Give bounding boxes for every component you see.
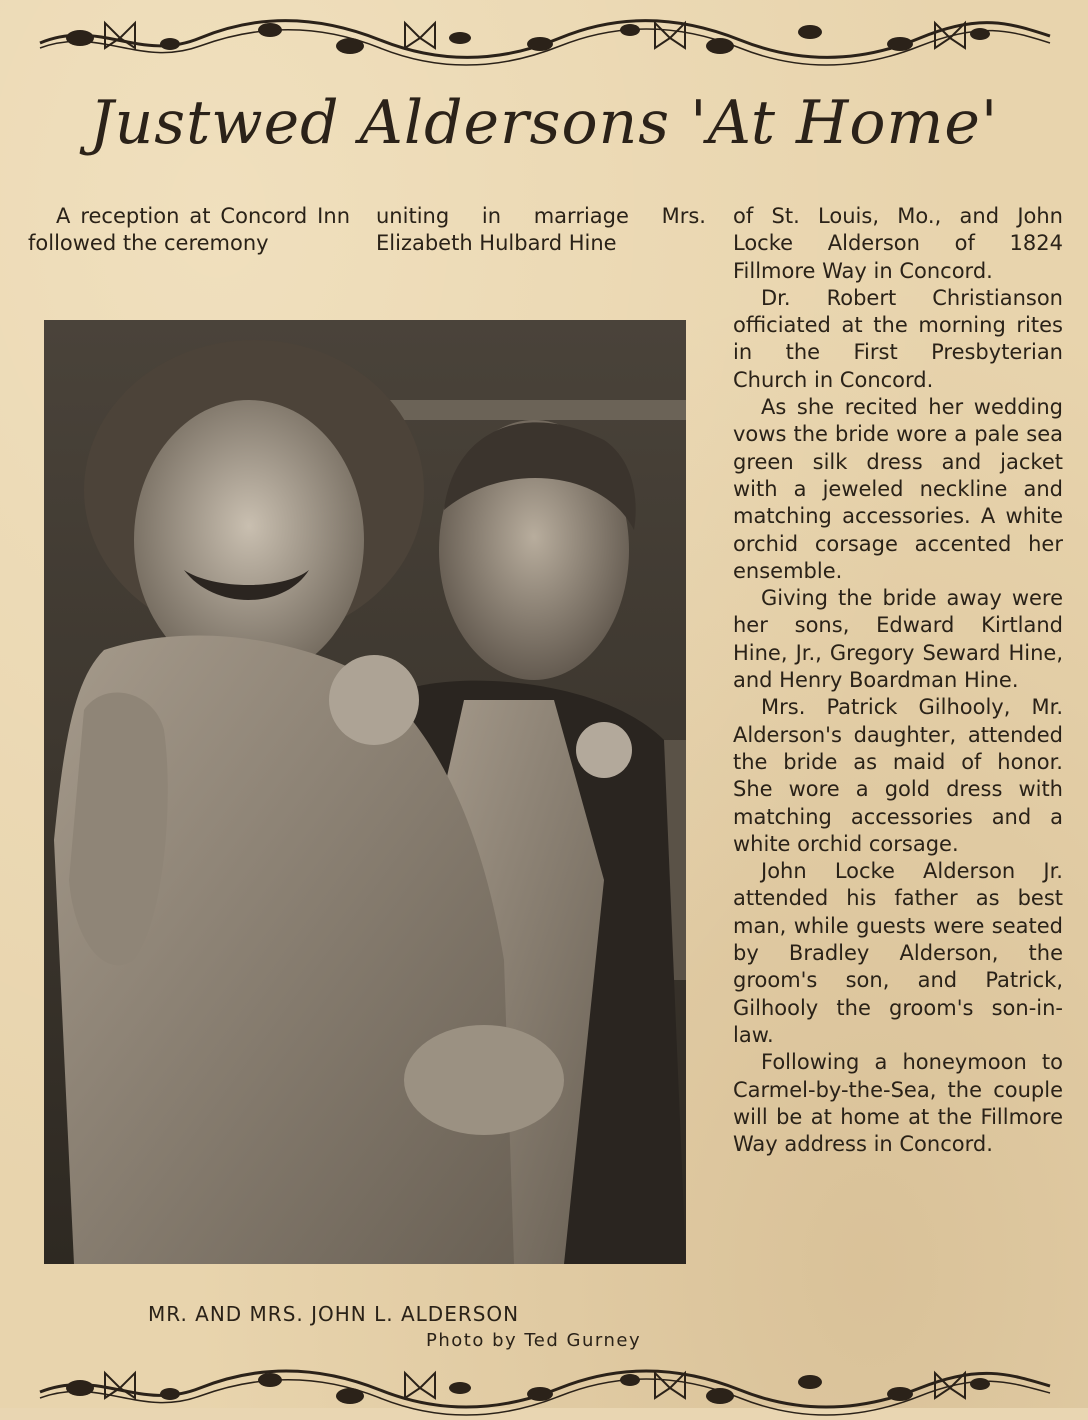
article-column-1 <box>28 203 350 257</box>
photo-credit: Photo by Ted Gurney <box>426 1330 642 1351</box>
paragraph-2: Dr. Robert Christianson officiated at the morning rites in the First Presbyterian Church in Concord. <box>733 285 1063 392</box>
paragraph-7: Following a honeymoon to Carmel-by-the-Sea, the couple will be at home at the Fillmore Way address in Concord. <box>733 1050 1063 1157</box>
wedding-photo <box>44 320 686 1264</box>
paragraph-4: Giving the bride away were her sons, Edward Kirtland Hine, Jr., Gregory Seward Hine, and Henry Boardman Hine. <box>733 586 1063 693</box>
headline: Justwed Aldersons 'At Home' <box>89 88 999 158</box>
ribbon-bow-ornament-icon <box>20 8 1068 68</box>
column1-text: A reception at Concord Inn followed the ceremony <box>28 204 350 255</box>
paragraph-1: of St. Louis, Mo., and John Locke Alderson of 1824 Fillmore Way in Concord. <box>733 204 1063 283</box>
paragraph-3: As she recited her wedding vows the bride wore a pale sea green silk dress and jacket with a jeweled neckline and matching accessories. A white orchid corsage accented her ensemble. <box>733 395 1063 583</box>
paragraph-5: Mrs. Patrick Gilhooly, Mr. Alderson's daughter, attended the bride as maid of honor. She wore a gold dress with matching accessories and a white orchid corsage. <box>733 695 1063 856</box>
article-column-3 <box>733 203 1063 1158</box>
ribbon-bow-ornament-icon <box>20 1360 1068 1420</box>
photo-caption: MR. AND MRS. JOHN L. ALDERSON <box>148 1302 520 1326</box>
article-column-2 <box>376 203 706 257</box>
column2-text: uniting in marriage Mrs. Elizabeth Hulbard Hine <box>376 204 706 255</box>
paragraph-6: John Locke Alderson Jr. attended his father as best man, while guests were seated by Bradley Alderson, the groom's son, and Patrick, Gilhooly the groom's son-in-law. <box>733 859 1063 1047</box>
